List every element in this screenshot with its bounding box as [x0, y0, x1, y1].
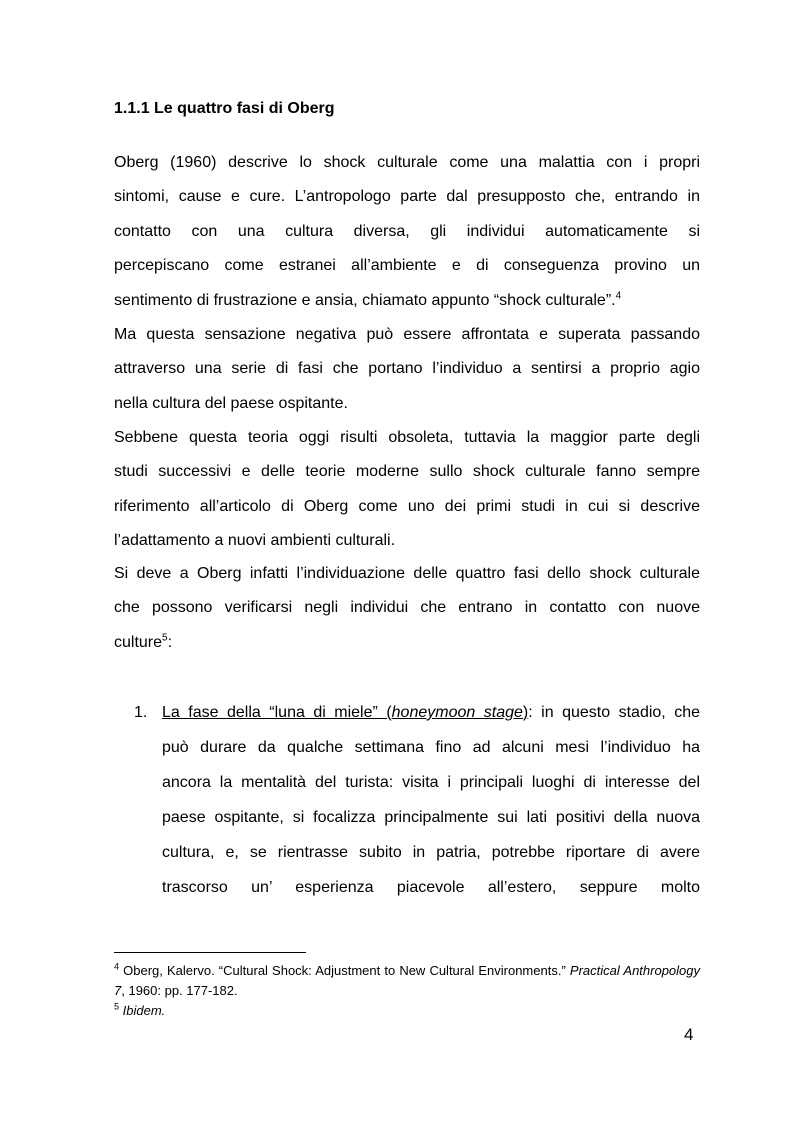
text-line: riferimento all’articolo di Oberg come uno dei primi studi in cui si descrive [114, 497, 700, 515]
list-item-intro: : in questo stadio, che [528, 704, 701, 721]
text-line [114, 626, 700, 660]
list-item-title-text: La fase della “luna di miele” ( [162, 704, 392, 721]
text-line: Si deve a Oberg infatti l’individuazione delle quattro fasi dello shock culturale [114, 565, 700, 582]
text-line: Ma questa sensazione negativa può essere affrontata e superata passando [114, 326, 700, 343]
paragraph-negative-sensation [114, 318, 700, 421]
text-line-content: sentimento di frustrazione e ansia, chiamato appunto “shock culturale”. [114, 291, 616, 309]
text-line-content: culture [114, 633, 163, 651]
paragraph-oberg-intro [114, 146, 700, 318]
text-line [114, 284, 700, 318]
footnote-ref-4[interactable]: 4 [615, 290, 622, 302]
list-item-honeymoon [162, 695, 700, 905]
text-line: ancora la mentalità del turista: visita i principali luoghi di interesse del [162, 774, 700, 791]
text-line: sintomi, cause e cure. L’antropologo parte dal presupposto che, entrando in [114, 188, 700, 206]
footnote-text: Ibidem. [119, 1003, 166, 1018]
footnote-4 [114, 961, 700, 1001]
text-line: attraverso una serie di fasi che portano l’individuo a sentirsi a proprio agio [114, 360, 700, 378]
text-line: Sebbene questa teoria oggi risulti obsoleta, tuttavia la maggior parte degli [114, 429, 700, 446]
text-line [162, 695, 700, 730]
page-number: 4 [684, 1025, 694, 1044]
paragraph-theory-obsolete [114, 421, 700, 559]
text-line: studi successivi e delle teorie moderne sullo shock culturale fanno sempre [114, 463, 700, 481]
text-line: trascorso un’ esperienza piacevole all’estero, seppure molto [162, 879, 700, 896]
text-line: paese ospitante, si focalizza principalmente sui lati positivi della nuova [162, 809, 700, 826]
footnote-5 [114, 1001, 700, 1021]
footnote-text: , 1960: pp. 177-182. [121, 983, 238, 998]
list-item-title [162, 704, 528, 721]
footnotes [114, 961, 700, 1021]
text-line: che possono verificarsi negli individui che entrano in contatto con nuove [114, 599, 700, 617]
footnote-journal: Practical Anthropology 7 [114, 963, 701, 998]
footnote-ref-5[interactable]: 5 [162, 632, 168, 644]
paragraph-four-phases [114, 557, 700, 660]
text-line: l’adattamento a nuovi ambienti culturali. [114, 532, 396, 550]
footnote-mark: 5 [114, 1001, 120, 1012]
text-line: percepiscano come estranei all’ambiente e di conseguenza provino un [114, 257, 700, 275]
list-item-number: 1. [134, 704, 148, 721]
section-heading: 1.1.1 Le quattro fasi di Oberg [114, 100, 335, 117]
text-line-end: : [167, 633, 173, 651]
text-line: cultura, e, se rientrasse subito in patria, potrebbe riportare di avere [162, 844, 700, 861]
list-item-title-close: ) [522, 704, 529, 721]
text-line: contatto con una cultura diversa, gli individui automaticamente si [114, 222, 700, 240]
footnote-mark: 4 [114, 961, 120, 972]
footnote-separator [114, 952, 306, 953]
text-line: può durare da qualche settimana fino ad alcuni mesi l’individuo ha [162, 739, 700, 756]
footnote-text: Oberg, Kalervo. “Cultural Shock: Adjustment to New Cultural Environments.” [119, 963, 570, 978]
text-line: Oberg (1960) descrive lo shock culturale come una malattia con i propri [114, 154, 700, 171]
text-line: nella cultura del paese ospitante. [114, 394, 348, 412]
list-item-title-italic: honeymoon stage [391, 704, 523, 721]
